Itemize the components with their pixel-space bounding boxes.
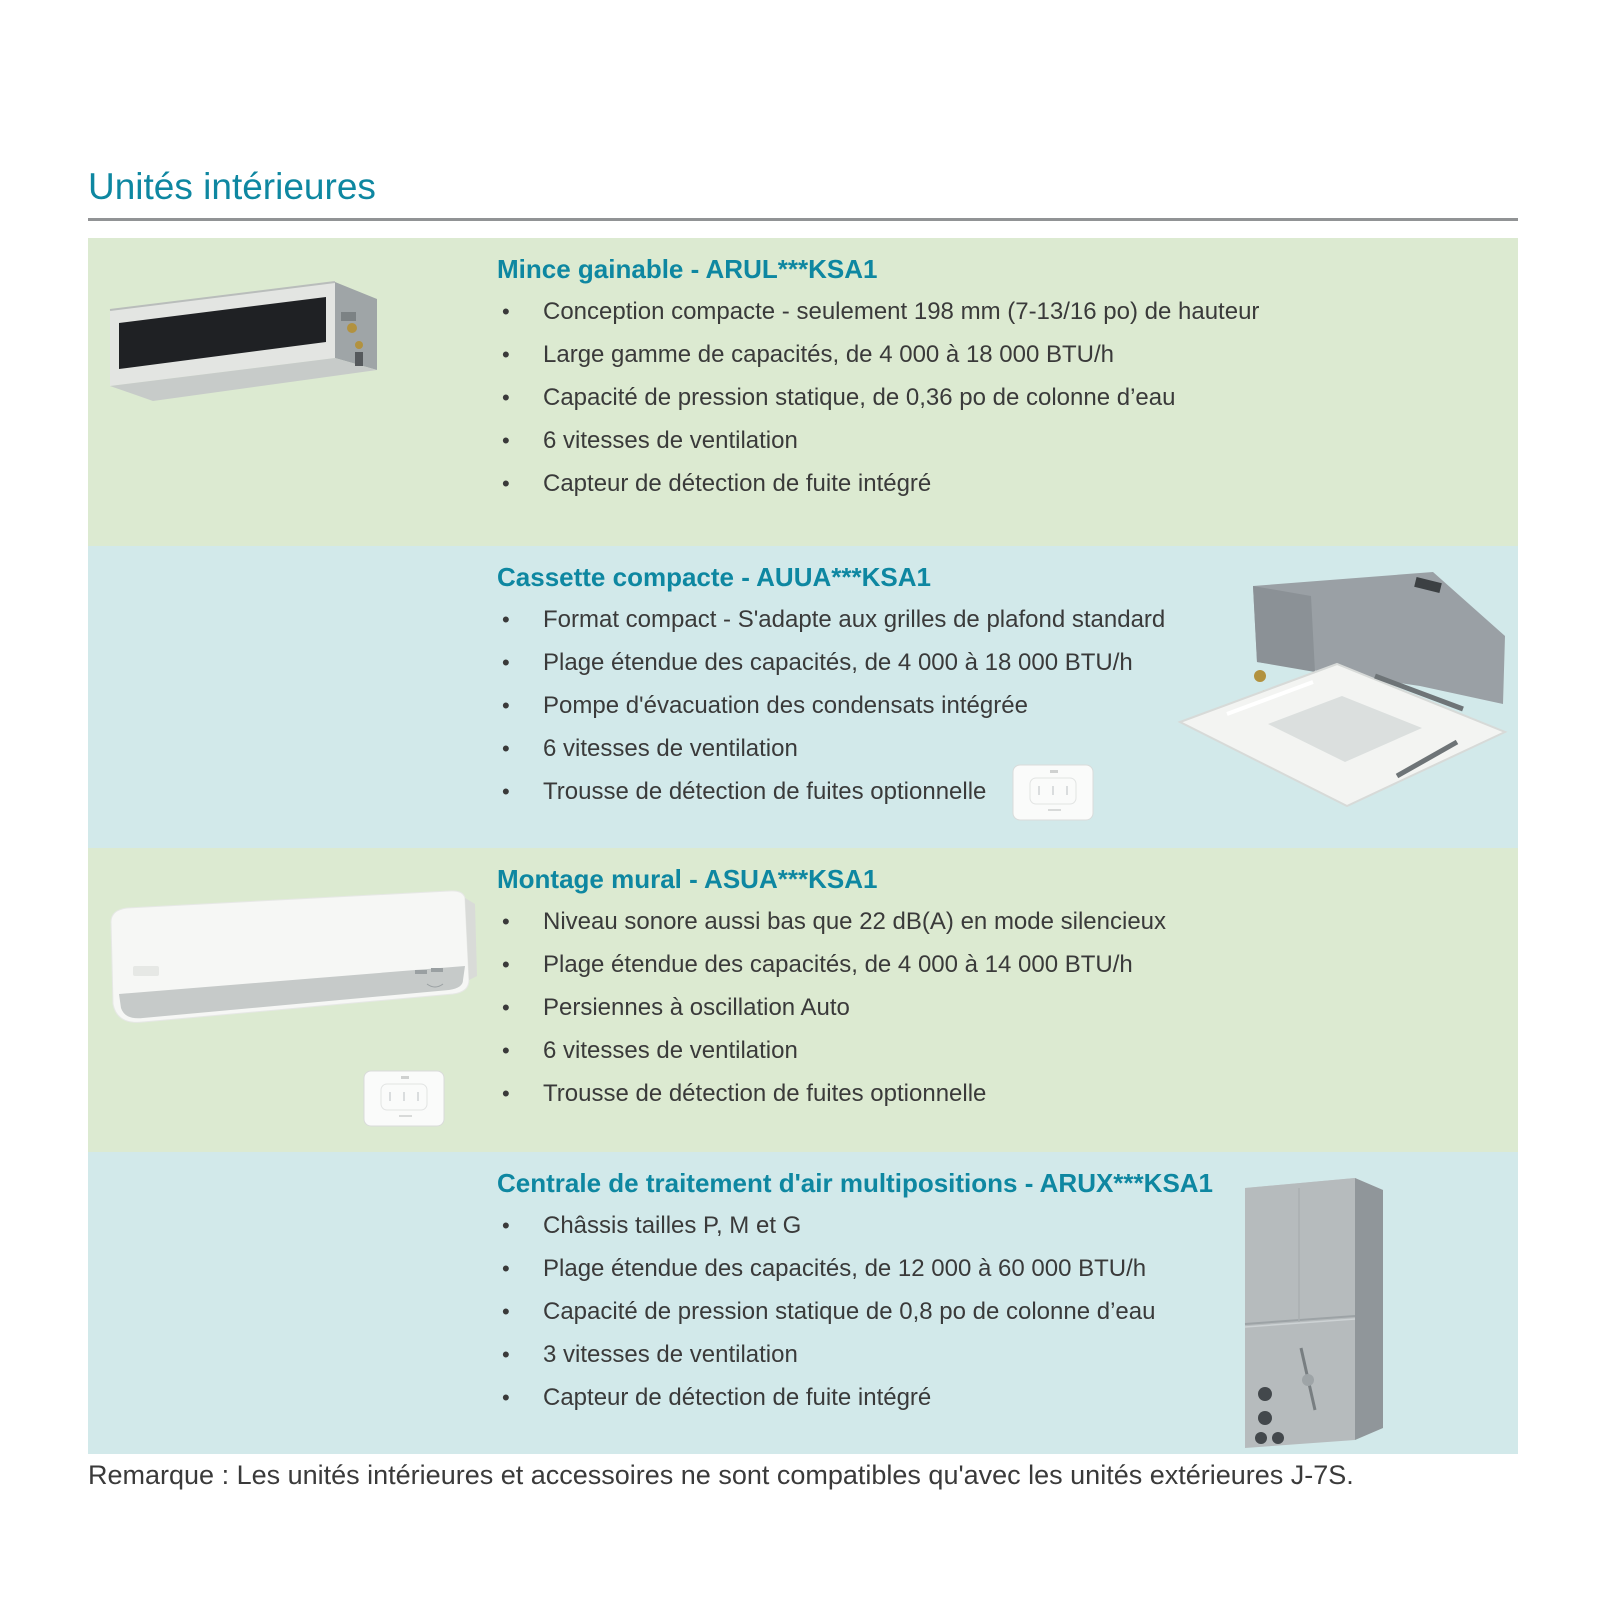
air-handler-unit-image — [1235, 1164, 1390, 1454]
feature-list — [497, 297, 1477, 499]
feature-bullet: • Capteur de détection de fuite intégré — [497, 1383, 1477, 1413]
compatibility-note: Remarque : Les unités intérieures et accessoires ne sont compatibles qu'avec les unités extérieures J-7S. — [88, 1460, 1354, 1490]
feature-bullet: • Format compact - S'adapte aux grilles de plafond standard — [497, 605, 1477, 635]
section-wall-mount-text — [497, 864, 1477, 1122]
section-slim-duct-text — [497, 254, 1477, 512]
feature-bullet: • Capacité de pression statique, de 0,36 po de colonne d’eau — [497, 383, 1477, 413]
section-title: Cassette compacte - AUUA***KSA1 — [497, 562, 931, 592]
feature-bullet: • 6 vitesses de ventilation — [497, 426, 1477, 456]
feature-bullet: • Plage étendue des capacités, de 4 000 à 18 000 BTU/h — [497, 648, 1477, 678]
wall-controller-image — [1012, 764, 1094, 821]
feature-bullet: • Niveau sonore aussi bas que 22 dB(A) en mode silencieux — [497, 907, 1477, 937]
wall-controller-image — [363, 1070, 445, 1127]
section-air-handler — [88, 1152, 1518, 1454]
feature-bullet: • Plage étendue des capacités, de 12 000 à 60 000 BTU/h — [497, 1254, 1477, 1284]
compact-cassette-unit-image — [1165, 564, 1510, 819]
feature-list — [497, 907, 1477, 1109]
feature-bullet: • 6 vitesses de ventilation — [497, 1036, 1477, 1066]
section-slim-duct — [88, 238, 1518, 546]
feature-bullet: • Plage étendue des capacités, de 4 000 à 14 000 BTU/h — [497, 950, 1477, 980]
wall-mount-unit-icon — [97, 888, 487, 1043]
feature-bullet: • Trousse de détection de fuites optionnelle — [497, 777, 1477, 807]
page-title: Unités intérieures — [88, 166, 376, 207]
feature-bullet: • Pompe d'évacuation des condensats intégrée — [497, 691, 1477, 721]
wall-mount-unit-image — [97, 888, 487, 1043]
feature-bullet: • Large gamme de capacités, de 4 000 à 18 000 BTU/h — [497, 340, 1477, 370]
section-compact-cassette — [88, 546, 1518, 848]
slim-duct-unit-image — [105, 268, 405, 423]
feature-bullet: • Conception compacte - seulement 198 mm (7-13/16 po) de hauteur — [497, 297, 1477, 327]
wall-controller-icon — [1012, 764, 1094, 821]
section-title: Centrale de traitement d'air multipositions - ARUX***KSA1 — [497, 1168, 1214, 1198]
section-wall-mount — [88, 848, 1518, 1152]
wall-controller-icon — [363, 1070, 445, 1127]
feature-bullet: • Trousse de détection de fuites optionnelle — [497, 1079, 1477, 1109]
feature-bullet: • 3 vitesses de ventilation — [497, 1340, 1477, 1370]
feature-bullet: • Capteur de détection de fuite intégré — [497, 469, 1477, 499]
section-title: Montage mural - ASUA***KSA1 — [497, 864, 878, 894]
feature-bullet: • 6 vitesses de ventilation — [497, 734, 1477, 764]
slim-duct-unit-icon — [105, 268, 405, 423]
feature-bullet: • Capacité de pression statique de 0,8 po de colonne d’eau — [497, 1297, 1477, 1327]
feature-bullet: • Châssis tailles P, M et G — [497, 1211, 1477, 1241]
section-title: Mince gainable - ARUL***KSA1 — [497, 254, 878, 284]
feature-bullet: • Persiennes à oscillation Auto — [497, 993, 1477, 1023]
title-underline — [88, 218, 1518, 221]
compact-cassette-unit-icon — [1165, 564, 1510, 819]
air-handler-unit-icon — [1235, 1164, 1390, 1454]
